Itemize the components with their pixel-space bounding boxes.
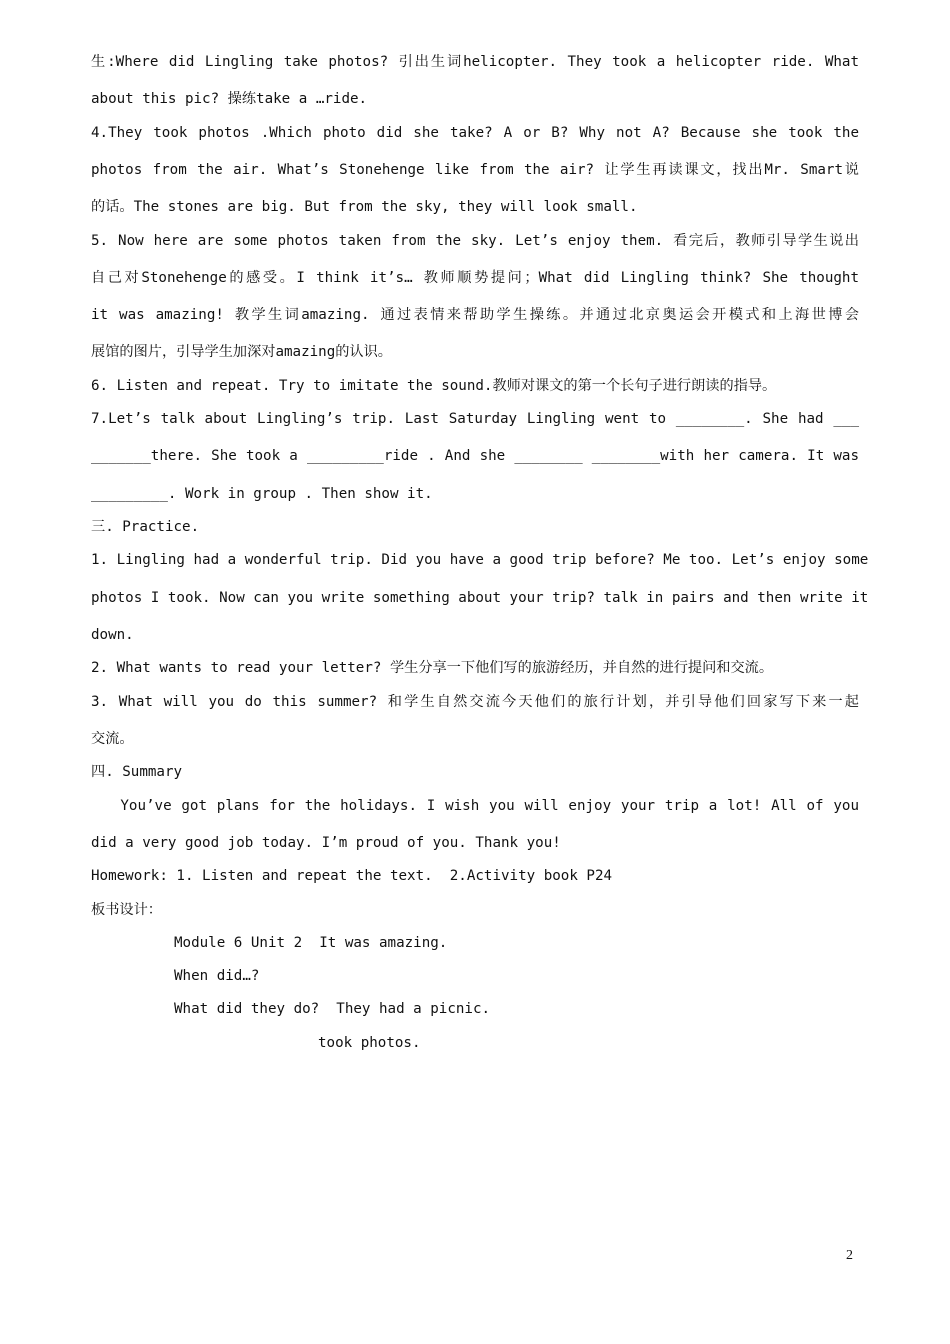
text-line: about this pic? 操练take a …ride.: [91, 91, 368, 107]
text-line: 交流。: [91, 731, 134, 747]
text-line: 自己对Stonehenge的感受。I think it’s… 教师顺势提问；What did Lingling think? She thought: [91, 270, 859, 286]
section-heading: 三. Practice.: [91, 519, 200, 535]
text-line: 1. Lingling had a wonderful trip. Did you have a good trip before? Me too. Let’s enjoy some: [91, 552, 869, 568]
text-line: _________. Work in group . Then show it.: [91, 486, 433, 502]
text-line: it was amazing! 教学生词amazing. 通过表情来帮助学生操练。并通过北京奥运会开模式和上海世博会: [91, 307, 859, 323]
text-line: photos from the air. What’s Stonehenge like from the air? 让学生再读课文，找出Mr. Smart说: [91, 162, 859, 178]
text-line: photos I took. Now can you write something about your trip? talk in pairs and then write it: [91, 590, 869, 606]
page-number: 2: [846, 1248, 853, 1263]
text-line: You’ve got plans for the holidays. I wish you will enjoy your trip a lot! All of you: [91, 798, 859, 814]
text-line: did a very good job today. I’m proud of you. Thank you!: [91, 835, 561, 851]
board-line: When did…?: [174, 968, 260, 984]
text-line: 3. What will you do this summer? 和学生自然交流今天他们的旅行计划，并引导他们回家写下来一起: [91, 694, 859, 710]
board-line: took photos.: [318, 1035, 421, 1051]
board-line: What did they do? They had a picnic.: [174, 1001, 491, 1017]
text-line: 生:Where did Lingling take photos? 引出生词helicopter. They took a helicopter ride. What: [91, 54, 859, 70]
text-line: down.: [91, 627, 134, 643]
section-heading: 板书设计：: [91, 902, 162, 918]
text-line: 7.Let’s talk about Lingling’s trip. Last Saturday Lingling went to ________. She had ___: [91, 411, 859, 427]
text-line: 6. Listen and repeat. Try to imitate the sound.教师对课文的第一个长句子进行朗读的指导。: [91, 378, 777, 394]
text-line: _______there. She took a _________ride . And she ________ ________with her camera. It was: [91, 448, 859, 464]
section-heading: 四. Summary: [91, 764, 183, 780]
text-line: 展馆的图片，引导学生加深对amazing的认识。: [91, 344, 392, 360]
homework-line: Homework: 1. Listen and repeat the text. 2.Activity book P24: [91, 868, 613, 884]
text-line: 4.They took photos .Which photo did she take? A or B? Why not A? Because she took the: [91, 125, 859, 141]
text-line: 5. Now here are some photos taken from the sky. Let’s enjoy them. 看完后，教师引导学生说出: [91, 233, 859, 249]
text-line: 的话。The stones are big. But from the sky, they will look small.: [91, 199, 638, 215]
text-line: 2. What wants to read your letter? 学生分享一下他们写的旅游经历，并自然的进行提问和交流。: [91, 660, 774, 676]
board-title: Module 6 Unit 2 It was amazing.: [174, 935, 448, 951]
